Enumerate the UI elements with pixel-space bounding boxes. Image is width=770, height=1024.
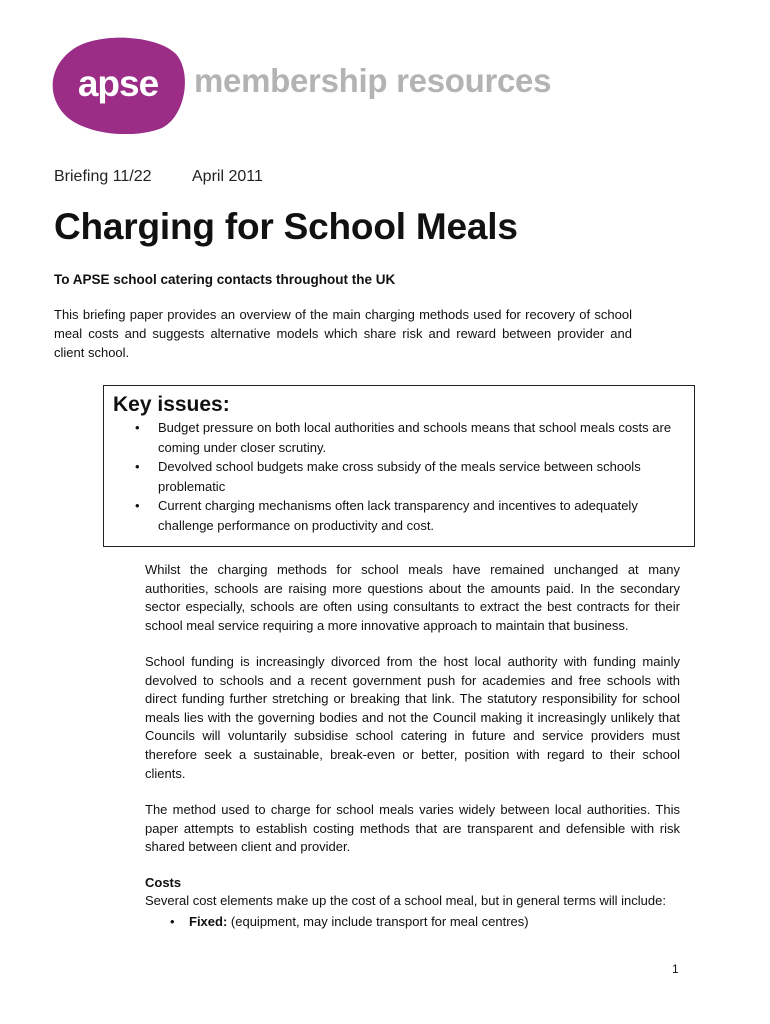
logo-tagline: membership resources [194, 62, 552, 99]
page-title: Charging for School Meals [54, 206, 518, 247]
bullet-icon: • [135, 420, 140, 435]
briefing-date: April 2011 [192, 168, 263, 185]
cost-item-label: Fixed: [189, 914, 228, 929]
cost-item-fixed [170, 914, 529, 929]
logo-text: apse [77, 63, 159, 104]
cost-item-text: (equipment, may include transport for meal centres) [227, 914, 529, 929]
list-item: • Current charging mechanisms often lack transparency and incentives to adequately challenge performance on productivity and cost. [135, 498, 638, 533]
costs-heading: Costs [145, 875, 182, 890]
key-issues-box [103, 385, 695, 547]
briefing-meta [54, 168, 263, 186]
intro-paragraph: This briefing paper provides an overview of the main charging methods used for recovery of school meal costs and suggests alternative models which share risk and reward between provider and client school. [54, 307, 632, 360]
list-item: • Budget pressure on both local authorities and schools means that school meals costs are coming under closer scrutiny. [135, 420, 672, 455]
costs-text: Several cost elements make up the cost of a school meal, but in general terms will include: [145, 893, 666, 908]
apse-logo [52, 36, 186, 134]
body-paragraph-1: Whilst the charging methods for school meals have remained unchanged at many authorities, schools are raising more questions about the amounts paid. In the secondary sector especially, schools are often using consultants to extract the best contracts for their school meal service requiring a more innovative approach to maintain that business. [145, 562, 680, 633]
body-paragraph-3: The method used to charge for school meals varies widely between local authorities. This paper attempts to establish costing methods that are transparent and defensible with risk shared between client and provider. [145, 802, 680, 855]
key-issues-heading: Key issues: [113, 393, 230, 416]
key-issues-list [104, 418, 684, 535]
bullet-icon: • [135, 498, 140, 513]
body-paragraph-2: School funding is increasingly divorced from the host local authority with funding mainly devolved to schools and a recent government push for academies and free schools with direct funding further stretching or breaking that link. The statutory responsibility for school meals lies with the governing bodies and not the Council making it increasingly unlikely that Councils will voluntarily subsidise school catering in future and service providers must therefore seek a sustainable, break-even or better, position with regard to their school clients. [145, 654, 680, 781]
page-number: 1 [672, 962, 679, 976]
bullet-icon: • [170, 914, 175, 929]
subtitle: To APSE school catering contacts throughout the UK [54, 272, 396, 287]
list-item: • Devolved school budgets make cross subsidy of the meals service between schools problematic [135, 459, 641, 494]
briefing-number: Briefing 11/22 [54, 168, 152, 185]
bullet-icon: • [135, 459, 140, 474]
